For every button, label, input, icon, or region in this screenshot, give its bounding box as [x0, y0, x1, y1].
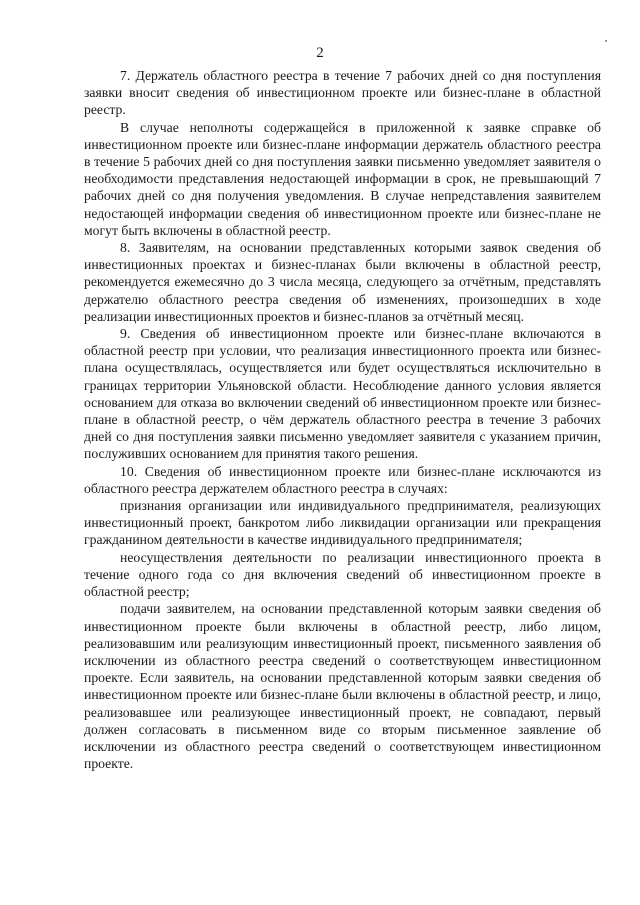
document-body — [84, 67, 601, 772]
paragraph-9: 9. Сведения об инвестиционном проекте или бизнес-плане включаются в областной реестр при условии, что реализация инвестиционного проекта или бизнес-плана осуществлялась, осуществляется или будет осуществляться исключительно в границах территории Ульяновской области. Несоблюдение данного условия является основанием для отказа во включении сведений об инвестиционном проекте или бизнес-плане в областной реестр, о чём держатель областного реестра в течение 3 рабочих дней со дня поступления заявки письменно уведомляет заявителя с указанием причин, послуживших основанием для принятия такого решения. — [84, 326, 601, 462]
paragraph-10-case-inactivity: неосуществления деятельности по реализации инвестиционного проекта в течение одного года со дня включения сведений об инвестиционном проекте в областной реестр; — [84, 549, 601, 600]
paragraph-7-incomplete-info: В случае неполноты содержащейся в приложенной к заявке справке об инвестиционном проекте или бизнес-плане информации держатель областного реестра в течение 5 рабочих дней со дня поступления заявки письменно уведомляет заявителя о необходимости представления недостающей информации в срок, не превышающий 7 рабочих дней со дня получения уведомления. В случае непредставления заявителем недостающей информации сведения об инвестиционном проекте или бизнес-плане не могут быть включены в областной реестр. — [84, 119, 601, 238]
page-number: 2 — [316, 45, 324, 61]
paragraph-7: 7. Держатель областного реестра в течение 7 рабочих дней со дня поступления заявки вносит сведения об инвестиционном проекте или бизнес-плане в областной реестр. — [84, 68, 601, 118]
paragraph-10-case-application: подачи заявителем, на основании представленной которым заявки сведения об инвестиционном проекте были включены в областной реестр, либо лицом, реализовавшим или реализующим инвестиционный проект, письменного заявления об исключении из областного реестра сведений о соответствующем инвестиционном проекте. Если заявитель, на основании представленной которым заявки сведения об инвестиционном проекте или бизнес-плане были включены в областной реестр, и лицо, реализовавшее или реализующее инвестиционный проект, не совпадают, первый должен согласовать в письменном виде со вторым письменное заявление об исключении из областного реестра сведений о соответствующем инвестиционном проекте. — [84, 601, 601, 772]
paragraph-8: 8. Заявителям, на основании представленных которыми заявок сведения об инвестиционных проектах и бизнес-планах были включены в областной реестр, рекомендуется ежемесячно до 3 числа месяца, следующего за отчётным, представлять держателю областного реестра сведения об изменениях, произошедших в ходе реализации инвестиционных проектов и бизнес-планов за отчётный месяц. — [84, 240, 601, 324]
paragraph-10-case-bankruptcy: признания организации или индивидуального предпринимателя, реализующих инвестиционный проект, банкротом либо ликвидации организации или прекращения гражданином деятельности в качестве индивидуального предпринимателя; — [84, 498, 601, 548]
scan-speck — [605, 40, 607, 42]
paragraph-10: 10. Сведения об инвестиционном проекте или бизнес-плане исключаются из областного реестра держателем областного реестра в случаях: — [84, 463, 601, 496]
